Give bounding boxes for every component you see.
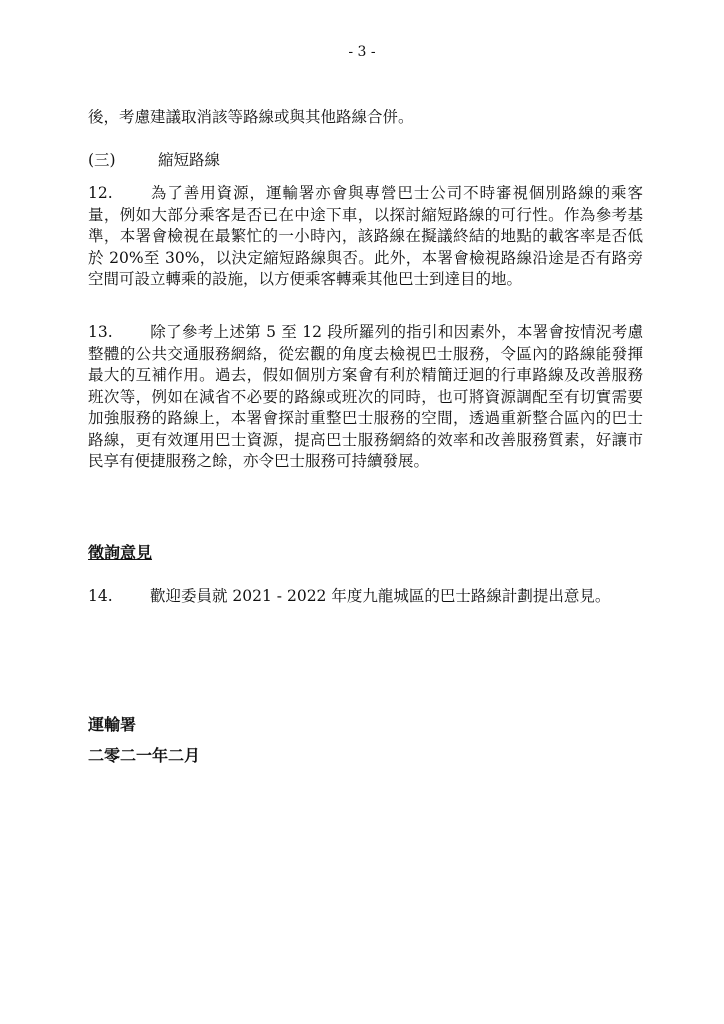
paragraph-12 (88, 183, 643, 291)
section-heading-3 (88, 150, 643, 172)
paragraph-14 (88, 586, 643, 608)
paragraph-text: 歡迎委員就 2021 - 2022 年度九龍城區的巴士路線計劃提出意見。 (150, 587, 611, 605)
section-title: 縮短路線 (158, 151, 221, 169)
section-label: (三) (88, 151, 116, 169)
paragraph-number: 12. (88, 184, 113, 202)
paragraph-continued: 後，考慮建議取消該等路線或與其他路線合併。 (88, 108, 414, 126)
signature-date: 二零二一年二月 (88, 746, 201, 765)
signature-organization: 運輸署 (88, 715, 137, 734)
page-number: - 3 - (348, 44, 376, 60)
paragraph-text: 為了善用資源，運輸署亦會與專營巴士公司不時審視個別路線的乘客量，例如大部分乘客是否已在中途下車，以探討縮短路線的可行性。作為參考基準，本署會檢視在最繁忙的一小時內，該路線在擬議終結的地點的載客率是否低於 20%至 30%，以決定縮短路線與否。此外，本署會檢視路線沿途是否有路旁空間可設立轉乘的設施，以方便乘客轉乘其他巴士到達目的地。 (88, 184, 643, 288)
paragraph-number: 14. (88, 587, 113, 605)
paragraph-13 (88, 322, 643, 473)
consultation-heading: 徵詢意見 (88, 543, 153, 562)
paragraph-number: 13. (88, 323, 113, 341)
paragraph-text: 除了參考上述第 5 至 12 段所羅列的指引和因素外，本署會按情況考慮整體的公共交通服務網絡，從宏觀的角度去檢視巴士服務，令區內的路線能發揮最大的互補作用。過去，假如個別方案會有利於精簡迂迴的行車路線及改善服務班次等，例如在減省不必要的路線或班次的同時，也可將資源調配至有切實需要加強服務的路線上，本署會探討重整巴士服務的空間，透過重新整合區內的巴士路線，更有效運用巴士資源，提高巴士服務網絡的效率和改善服務質素，好讓市民享有便捷服務之餘，亦令巴士服務可持續發展。 (88, 323, 643, 470)
